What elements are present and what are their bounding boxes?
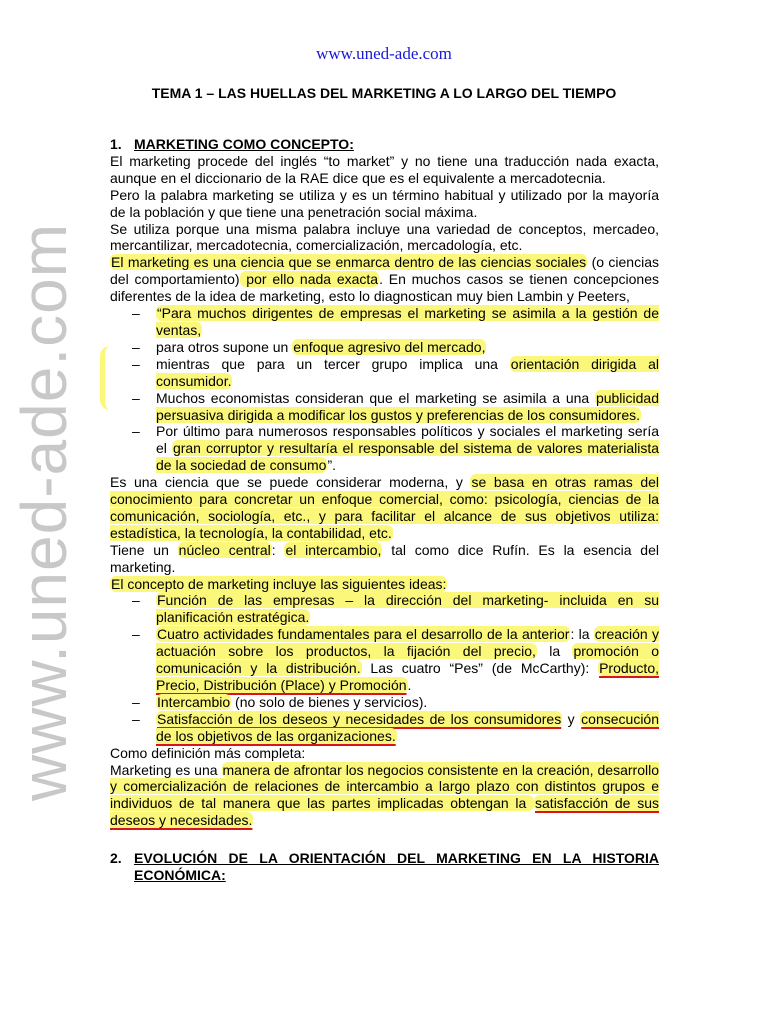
paragraph-variety: Se utiliza porque una misma palabra incluye una variedad de conceptos, mercadeo, mercantilizar, mercadotecnia, comercialización, mercadología, etc. — [110, 220, 659, 254]
paragraph-definition-intro: Como definición más completa: — [110, 744, 306, 761]
list-item: – Cuatro actividades fundamentales para el desarrollo de la anterior: la creación y actuación sobre los productos, la fijación del precio, la promoción o comunicación y la distribución. Las cuatro “Pes” (de McCarthy): Producto, Precio, Distribución (Place) y Promoción. — [110, 626, 659, 694]
paragraph-origin: El marketing procede del inglés “to market” y no tiene una traducción nada exacta, aunque en el diccionario de la RAE dice que es el equivalente a mercadotecnia. — [110, 152, 659, 186]
highlight: El marketing es una ciencia que se enmarca dentro de las ciencias sociales — [111, 254, 587, 271]
list-item: – Muchos economistas consideran que el marketing se asimila a una publicidad persuasiva dirigida a modificar los gustos y preferencias de los consumidores. — [110, 390, 659, 424]
section-2-heading: 2. EVOLUCIÓN DE LA ORIENTACIÓN DEL MARKETING EN LA HISTORIA ECONÓMICA: — [110, 850, 659, 884]
watermark: www.uned-ade.com — [8, 222, 80, 802]
paragraph-core: Tiene un núcleo central: el intercambio, tal como dice Rufín. Es la esencia del marketing. — [110, 541, 659, 575]
document-body — [110, 136, 659, 884]
section-1-heading: 1. MARKETING COMO CONCEPTO: — [110, 136, 354, 152]
list-item: – Intercambio (no solo de bienes y servicios). — [110, 694, 659, 711]
paragraph-modern-science: Es una ciencia que se puede considerar moderna, y se basa en otras ramas del conocimiento para concretar un enfoque comercial, como: psicología, ciencias de la comunicación, sociología, etc., y para facilitar el alcance de sus objetivos utiliza: estadística, la tecnología, la contabilidad, etc. — [110, 474, 659, 541]
paragraph-definition: Marketing es una manera de afrontar los negocios consistente en la creación, desarrollo y comercialización de relaciones de intercambio a largo plazo con distintos grupos e individuos de tal manera que las partes implicadas obtengan la satisfacción de sus deseos y necesidades. — [110, 761, 659, 829]
list-concept-ideas — [110, 592, 659, 744]
list-item: – Función de las empresas – la dirección del marketing- incluida en su planificación estratégica. — [110, 592, 659, 626]
list-item: – Satisfacción de los deseos y necesidades de los consumidores y consecución de los objetivos de las organizaciones. — [110, 711, 659, 745]
list-item: – “Para muchos dirigentes de empresas el marketing se asimila a la gestión de ventas, — [110, 305, 659, 339]
list-lambin-peeters — [110, 305, 659, 474]
paragraph-usage: Pero la palabra marketing se utiliza y es un término habitual y utilizado por la mayoría de la población y que tiene una penetración social máxima. — [110, 186, 659, 220]
list-item: – Por último para numerosos responsables políticos y sociales el marketing sería el gran corruptor y resultaría el responsable del sistema de valores materialista de la sociedad de consumo”. — [110, 423, 659, 474]
page-title: TEMA 1 – LAS HUELLAS DEL MARKETING A LO LARGO DEL TIEMPO — [151, 85, 617, 101]
highlight: por ello nada exacta — [240, 271, 379, 288]
list-item: – para otros supone un enfoque agresivo del mercado, — [110, 339, 659, 356]
site-url[interactable]: www.uned-ade.com — [316, 44, 452, 63]
list-item: – mientras que para un tercer grupo implica una orientación dirigida al consumidor. — [110, 356, 659, 390]
paragraph-concept: El concepto de marketing incluye las siguientes ideas: — [111, 575, 447, 592]
paragraph-science: El marketing es una ciencia que se enmarca dentro de las ciencias sociales (o ciencias del comportamiento) por ello nada exacta. En muchos casos se tienen concepciones diferentes de la idea de marketing, esto lo diagnostican muy bien Lambin y Peeters, — [110, 254, 659, 305]
